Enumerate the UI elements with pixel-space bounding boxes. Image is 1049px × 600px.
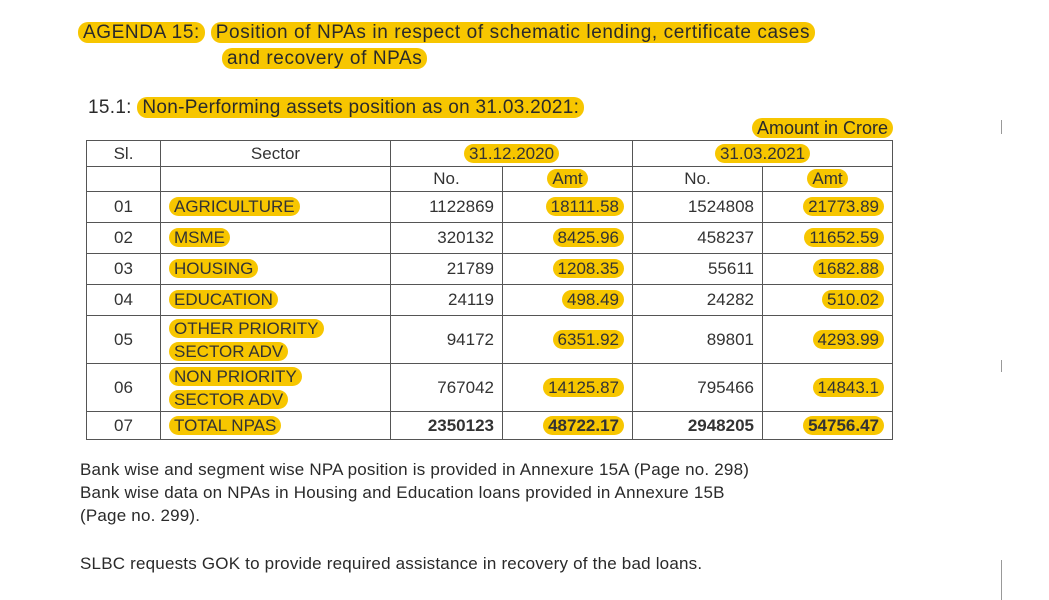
unit-note: Amount in Crore xyxy=(752,118,893,138)
cell-amt1 xyxy=(503,192,633,223)
amt2-value: 21773.89 xyxy=(803,197,884,216)
sector-label: EDUCATION xyxy=(169,290,278,309)
cell-amt2 xyxy=(763,223,893,254)
header-period2-cell xyxy=(633,141,893,167)
cell-no1: 320132 xyxy=(391,223,503,254)
cell-no2: 2948205 xyxy=(633,412,763,440)
cell-no2: 1524808 xyxy=(633,192,763,223)
cell-sector xyxy=(161,254,391,285)
cell-no2: 89801 xyxy=(633,316,763,364)
cell-amt2 xyxy=(763,412,893,440)
amt1-value: 14125.87 xyxy=(543,378,624,397)
cell-sector xyxy=(161,285,391,316)
cell-sector xyxy=(161,316,391,364)
note-line2: Bank wise data on NPAs in Housing and Education loans provided in Annexure 15B xyxy=(80,483,725,502)
header-sl: Sl. xyxy=(87,141,161,167)
cell-sl: 06 xyxy=(87,364,161,412)
amt2-value: 11652.59 xyxy=(804,228,884,247)
cell-no2: 24282 xyxy=(633,285,763,316)
sector-label-line2: SECTOR ADV xyxy=(169,390,288,409)
cell-amt1 xyxy=(503,254,633,285)
amt2-value: 54756.47 xyxy=(803,416,884,435)
amt1-value: 1208.35 xyxy=(553,259,624,278)
amt2-value: 4293.99 xyxy=(813,330,884,349)
request-line: SLBC requests GOK to provide required assistance in recovery of the bad loans. xyxy=(80,554,703,573)
cell-sl: 02 xyxy=(87,223,161,254)
header-period2: 31.03.2021 xyxy=(715,144,810,163)
table-row xyxy=(87,223,893,254)
header-sector: Sector xyxy=(161,141,391,167)
amt1-value: 18111.58 xyxy=(546,197,624,216)
sector-label: MSME xyxy=(169,228,230,247)
cell-no1: 2350123 xyxy=(391,412,503,440)
agenda-label: AGENDA 15: xyxy=(78,22,205,43)
sector-label-line2: SECTOR ADV xyxy=(169,342,288,361)
cell-no2: 458237 xyxy=(633,223,763,254)
cell-no1: 24119 xyxy=(391,285,503,316)
cell-amt2 xyxy=(763,192,893,223)
unit-note-wrap xyxy=(752,116,893,140)
cell-no1: 21789 xyxy=(391,254,503,285)
cell-no1: 1122869 xyxy=(391,192,503,223)
subheader-empty-sector xyxy=(161,167,391,192)
cell-sl: 04 xyxy=(87,285,161,316)
cell-no1: 767042 xyxy=(391,364,503,412)
sector-label: TOTAL NPAS xyxy=(169,416,281,435)
amt2-value: 510.02 xyxy=(822,290,884,309)
note-line1: Bank wise and segment wise NPA position is provided in Annexure 15A (Page no. 298) xyxy=(80,460,750,479)
cell-amt1 xyxy=(503,285,633,316)
table-row xyxy=(87,364,893,412)
cell-no2: 795466 xyxy=(633,364,763,412)
cell-sl: 05 xyxy=(87,316,161,364)
subheader-amt1: Amt xyxy=(547,169,587,188)
cell-no1: 94172 xyxy=(391,316,503,364)
table-header-row xyxy=(87,141,893,167)
margin-mark xyxy=(1001,120,1002,134)
agenda-title-line2-wrap xyxy=(222,46,427,72)
section-title: Non-Performing assets position as on 31.03.2021: xyxy=(137,97,584,118)
header-period1-cell xyxy=(391,141,633,167)
subheader-no1: No. xyxy=(391,167,503,192)
amt1-value: 6351.92 xyxy=(553,330,624,349)
table-row xyxy=(87,316,893,364)
npa-table xyxy=(86,140,893,440)
agenda-title-line2: and recovery of NPAs xyxy=(222,48,427,69)
cell-sl: 03 xyxy=(87,254,161,285)
sector-label: HOUSING xyxy=(169,259,258,278)
agenda-title-line1: Position of NPAs in respect of schematic lending, certificate cases xyxy=(211,22,815,43)
cell-sector xyxy=(161,364,391,412)
table-total-row xyxy=(87,412,893,440)
sector-label: AGRICULTURE xyxy=(169,197,300,216)
cell-no2: 55611 xyxy=(633,254,763,285)
section-heading xyxy=(88,95,584,121)
margin-mark xyxy=(1001,360,1002,372)
cell-amt1 xyxy=(503,316,633,364)
subheader-amt1-cell xyxy=(503,167,633,192)
subheader-no2: No. xyxy=(633,167,763,192)
cell-sl: 01 xyxy=(87,192,161,223)
table-subheader-row xyxy=(87,167,893,192)
cell-amt2 xyxy=(763,316,893,364)
table-row xyxy=(87,285,893,316)
sector-label-line1: OTHER PRIORITY xyxy=(169,319,324,338)
sector-label-line1: NON PRIORITY xyxy=(169,367,302,386)
cell-amt1 xyxy=(503,223,633,254)
amt1-value: 48722.17 xyxy=(543,416,624,435)
table-row xyxy=(87,192,893,223)
subheader-amt2-cell xyxy=(763,167,893,192)
section-number: 15.1: xyxy=(88,97,132,118)
header-period1: 31.12.2020 xyxy=(464,144,559,163)
amt2-value: 1682.88 xyxy=(813,259,884,278)
margin-mark xyxy=(1001,560,1002,600)
table-row xyxy=(87,254,893,285)
cell-amt2 xyxy=(763,364,893,412)
amt2-value: 14843.1 xyxy=(813,378,884,397)
cell-sector xyxy=(161,223,391,254)
amt1-value: 8425.96 xyxy=(553,228,624,247)
cell-sector xyxy=(161,412,391,440)
note-line3: (Page no. 299). xyxy=(80,506,201,525)
agenda-heading xyxy=(78,20,815,46)
cell-sl: 07 xyxy=(87,412,161,440)
subheader-empty-sl xyxy=(87,167,161,192)
cell-amt2 xyxy=(763,285,893,316)
cell-amt2 xyxy=(763,254,893,285)
cell-sector xyxy=(161,192,391,223)
amt1-value: 498.49 xyxy=(562,290,624,309)
cell-amt1 xyxy=(503,364,633,412)
subheader-amt2: Amt xyxy=(807,169,847,188)
cell-amt1 xyxy=(503,412,633,440)
